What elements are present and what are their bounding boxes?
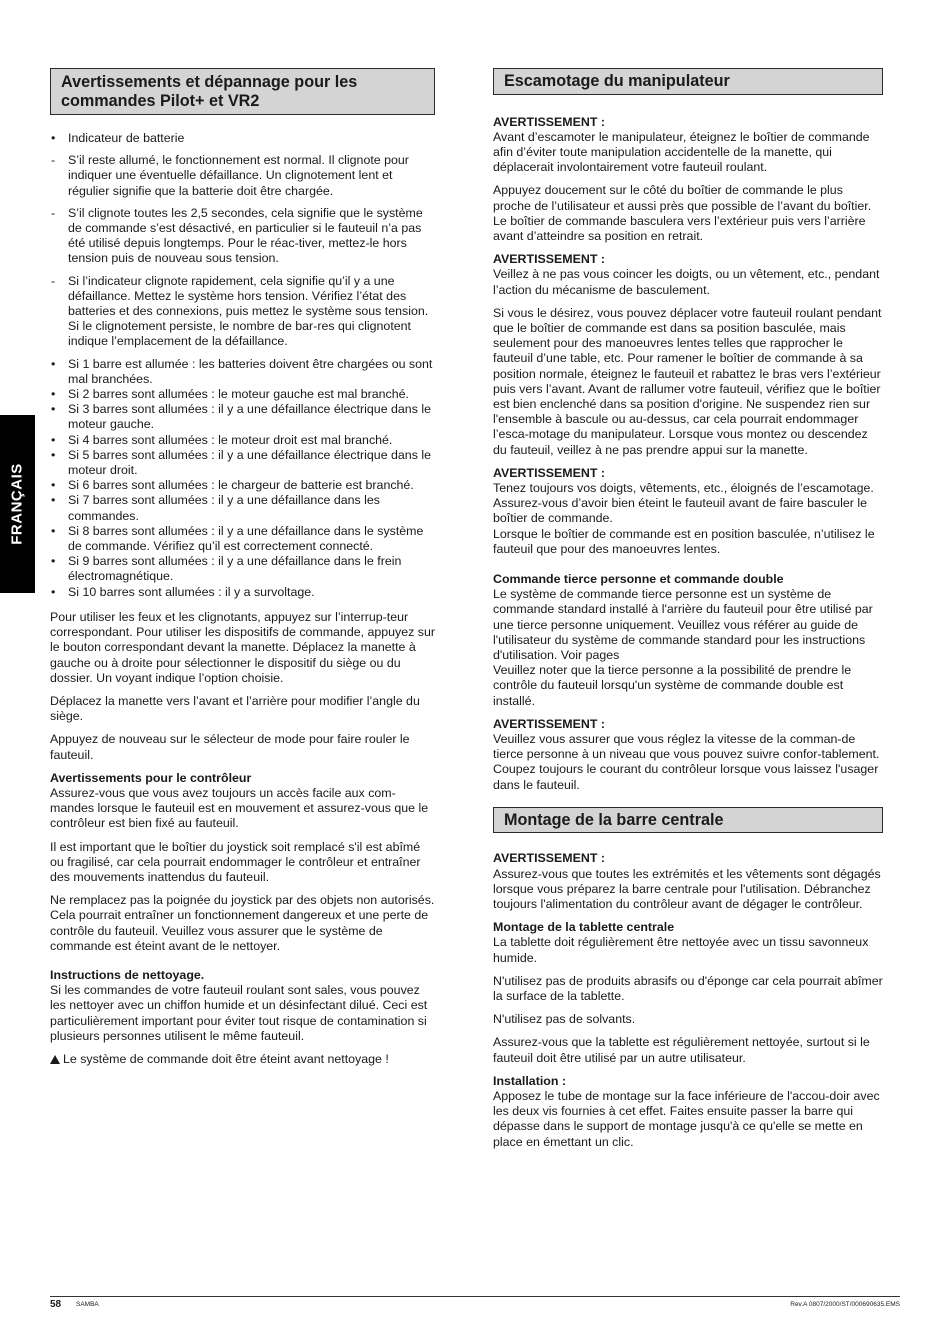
paragraph-mode-selector: Appuyez de nouveau sur le sélecteur de mode pour faire rouler le fauteuil. (50, 732, 410, 762)
paragraph-tray-2: N'utilisez pas de produits abrasifs ou d'éponge car cela pourrait abîmer la surface de la tablette. (493, 973, 883, 1003)
paragraph-tray-3: N'utilisez pas de solvants. (493, 1012, 636, 1027)
left-column (50, 68, 435, 1075)
section-title-retraction: Escamotage du manipulateur (493, 68, 883, 95)
paragraph-installation: Apposez le tube de montage sur la face inférieure de l'accou-doir avec les deux vis fournies à cet effet. Faites ensuite passer la barre qui dépasse dans le support de montage jusqu'à ce qu'elle se mette en place en émettant un clic. (493, 1088, 880, 1149)
warning-triangle-icon (50, 1055, 60, 1064)
tray-mounting-heading: Montage de la tablette centrale (493, 920, 675, 935)
bar-fault-list (50, 357, 435, 600)
paragraph-controller-3: Ne remplacez pas la poignée du joystick par des objets non autorisés. Cela pourrait entraîner un fonctionnement dangereux et une perte de contrôle du fauteuil. Veuillez vous assurer que le système de commande est éteint avant de le nettoyer. (50, 893, 435, 953)
warning-text-3-line: Tenez toujours vos doigts, vêtements, etc., éloignés de l’escamotage. (493, 480, 874, 495)
list-item: • Si 9 barres sont allumées : il y a une défaillance dans le frein électromagnétique. (51, 554, 402, 584)
footer-rule (50, 1296, 900, 1297)
warning-text-3-line: Lorsque le boîtier de commande est en position basculée, n’utilisez le fauteuil que pour des manoeuvres lentes. (493, 526, 875, 556)
paragraph-attendant-dual: Veuillez noter que la tierce personne a la possibilité de prendre le contrôle du fauteuil lorsqu'un système de commande double est installé. (493, 663, 852, 708)
paragraph-lights: Pour utiliser les feux et les clignotants, appuyez sur l’interrup-teur correspondant. Pour utiliser les dispositifs de commande, appuyez sur le bouton correspondant devant la manette. Déplacez la manette à gauche ou à droite pour sélectionner le dispositif du siège ou du dossier. Un voyant indique l’option choisie. (50, 609, 435, 685)
paragraph-tray-4: Assurez-vous que la tablette est régulièrement nettoyée, surtout si le fauteuil doit être utilisé par un autre utilisateur. (493, 1035, 870, 1065)
list-item: • Si 10 barres sont allumées : il y a survoltage. (51, 584, 315, 599)
paragraph-retraction: Appuyez doucement sur le côté du boîtier de commande le plus proche de l’utilisateur et aussi près que possible de l’avant du boîtier. Le boîtier de commande basculera vers l’extérieur puis vers l’arrière avant d’atteindre sa position en retrait. (493, 183, 872, 243)
list-item: • Si 3 barres sont allumées : il y a une défaillance électrique dans le moteur gauche. (51, 402, 431, 432)
page-number: 58 (50, 1299, 62, 1310)
warning-label: AVERTISSEMENT : (493, 716, 605, 731)
list-item: • Si 6 barres sont allumées : le chargeur de batterie est branché. (51, 478, 414, 493)
list-item: • Si 1 barre est allumée : les batteries doivent être chargées ou sont mal branchées. (51, 356, 433, 386)
warning-text-5: Assurez-vous que toutes les extrémités et les vêtements sont dégagés lorsque vous préparez la barre centrale pour l'utilisation. Débranchez toujours l'alimentation du contrôleur avant de dégager le contrôleur. (493, 866, 881, 911)
warning-text-2: Veillez à ne pas vous coincer les doigts, ou un vêtement, etc., pendant l’action du mécanisme de basculement. (493, 267, 880, 297)
warning-label: AVERTISSEMENT : (493, 114, 605, 129)
list-item: - S’il clignote toutes les 2,5 secondes, cela signifie que le système de commande s’est désactivé, en particulier si le fauteuil n’a pas été utilisé depuis longtemps. Pour le réac-tiver, mettez-le hors tension puis de nouveau sous tension. (51, 205, 423, 266)
language-tab-label: FRANÇAIS (8, 463, 26, 545)
paragraph-controller-2: Il est important que le boîtier du joystick soit remplacé s'il est abîmé ou fragilisé, car cela pourrait endommager le contrôleur et entraîner des mouvements inattendus du fauteuil. (50, 839, 421, 884)
footer-revision: Rev.A 0807/2000/ST/000690635.EMS (790, 1301, 900, 1308)
warning-text-4: Veuillez vous assurer que vous réglez la vitesse de la comman-de tierce personne à un niveau que vous pouvez suivre confor-tablement. Coupez toujours le courant du contrôleur lorsque vous laissez l'usager dans le fauteuil. (493, 732, 880, 792)
battery-dash-list (50, 153, 435, 349)
warning-label: AVERTISSEMENT : (493, 851, 605, 866)
paragraph-cleaning: Si les commandes de votre fauteuil roulant sont sales, vous pouvez les nettoyer avec un chiffon humide et un désinfectant dilué. Ceci est particulièrement important pour éviter tout risque de contamination si plusieurs personnes utilisent le même fauteuil. (50, 983, 428, 1043)
paragraph-retracted-use: Si vous le désirez, vous pouvez déplacer votre fauteuil roulant pendant que le boîtier de commande est dans sa position basculée, mais seulement pour des manoeuvres lentes telles que rapprocher le fauteuil d’une table, etc. Pour ramener le boîtier de commande à sa position normale, éteignez le fauteuil et rabattez le bras vers l’extérieur puis vers l’avant. Avant de rallumer votre fauteuil, vérifiez que le boîtier est bien enclenché dans sa position d'origine. Ne suspendez rien sur l'ensemble à bascule ou au-dessus, car cela pourrait endommager l’esca-motage du manipulateur. Lorsque vous montez ou descendez du fauteuil, veillez à ne pas prendre appui sur la manette. (493, 305, 882, 457)
warning-label: AVERTISSEMENT : (493, 465, 605, 480)
list-item: • Si 8 barres sont allumées : il y a une défaillance dans le système de commande. Vérifiez qu’il est correctement connecté. (51, 523, 424, 554)
paragraph-attendant: Le système de commande tierce personne est un système de commande standard installé à l'arrière du fauteuil pour être utilisé par une tierce personne uniquement. Veuillez vous référer au guide de l'utilisateur du système de commande standard pour les instructions d'utilisation. Voir pages (493, 587, 873, 662)
section-title-center-bar: Montage de la barre centrale (493, 807, 883, 834)
paragraph-tray-1: La tablette doit régulièrement être nettoyée avec un tissu savonneux humide. (493, 935, 869, 965)
footer-brand: SAMBA (76, 1301, 99, 1308)
list-item: • Si 2 barres sont allumées : le moteur gauche est mal branché. (51, 387, 409, 402)
list-item: • Indicateur de batterie (51, 131, 185, 145)
list-item: - S’il reste allumé, le fonctionnement est normal. Il clignote pour indiquer une éventuelle défaillance. Un clignotement lent et régulier signifie que la batterie doit être chargée. (51, 153, 409, 198)
list-item: • Si 7 barres sont allumées : il y a une défaillance dans les commandes. (51, 493, 381, 523)
list-item: • Si 4 barres sont allumées : le moteur droit est mal branché. (51, 432, 393, 447)
cleaning-warning: Le système de commande doit être éteint avant nettoyage ! (50, 1052, 435, 1067)
list-item: • Si 5 barres sont allumées : il y a une défaillance électrique dans le moteur droit. (51, 447, 431, 478)
warning-text-3-line: Assurez-vous d’avoir bien éteint le fauteuil avant de faire basculer le boîtier de commande. (493, 496, 867, 526)
cleaning-heading: Instructions de nettoyage. (50, 967, 205, 982)
warning-text-1: Avant d’escamoter le manipulateur, éteignez le boîtier de commande afin d’éviter toute manipulation accidentelle de la manette, qui déplacerait involontairement votre fauteuil roulant. (493, 129, 870, 175)
installation-heading: Installation : (493, 1073, 566, 1088)
paragraph-controller-1: Assurez-vous que vous avez toujours un accès facile aux com-mandes lorsque le fauteuil est en mouvement et assurez-vous que le contrôleur est bien fixé au fauteuil. (50, 785, 429, 831)
battery-indicator-list (50, 131, 435, 146)
list-item: - Si l’indicateur clignote rapidement, cela signifie qu’il y a une défaillance. Mettez le système hors tension. Vérifiez l’état des batteries et des connexions, puis mettez le système sous tension. Si le clignotement persiste, le nombre de bar-res qui clignotent indique l’emplacement de la défaillance. (51, 273, 429, 349)
warning-label: AVERTISSEMENT : (493, 252, 605, 267)
controller-warnings-heading: Avertissements pour le contrôleur (50, 770, 252, 785)
right-column (493, 68, 883, 1158)
paragraph-seat-angle: Déplacez la manette vers l’avant et l’arrière pour modifier l’angle du siège. (50, 693, 420, 724)
section-title-warnings: Avertissements et dépannage pour les commandes Pilot+ et VR2 (50, 68, 435, 115)
attendant-control-heading: Commande tierce personne et commande double (493, 571, 784, 586)
